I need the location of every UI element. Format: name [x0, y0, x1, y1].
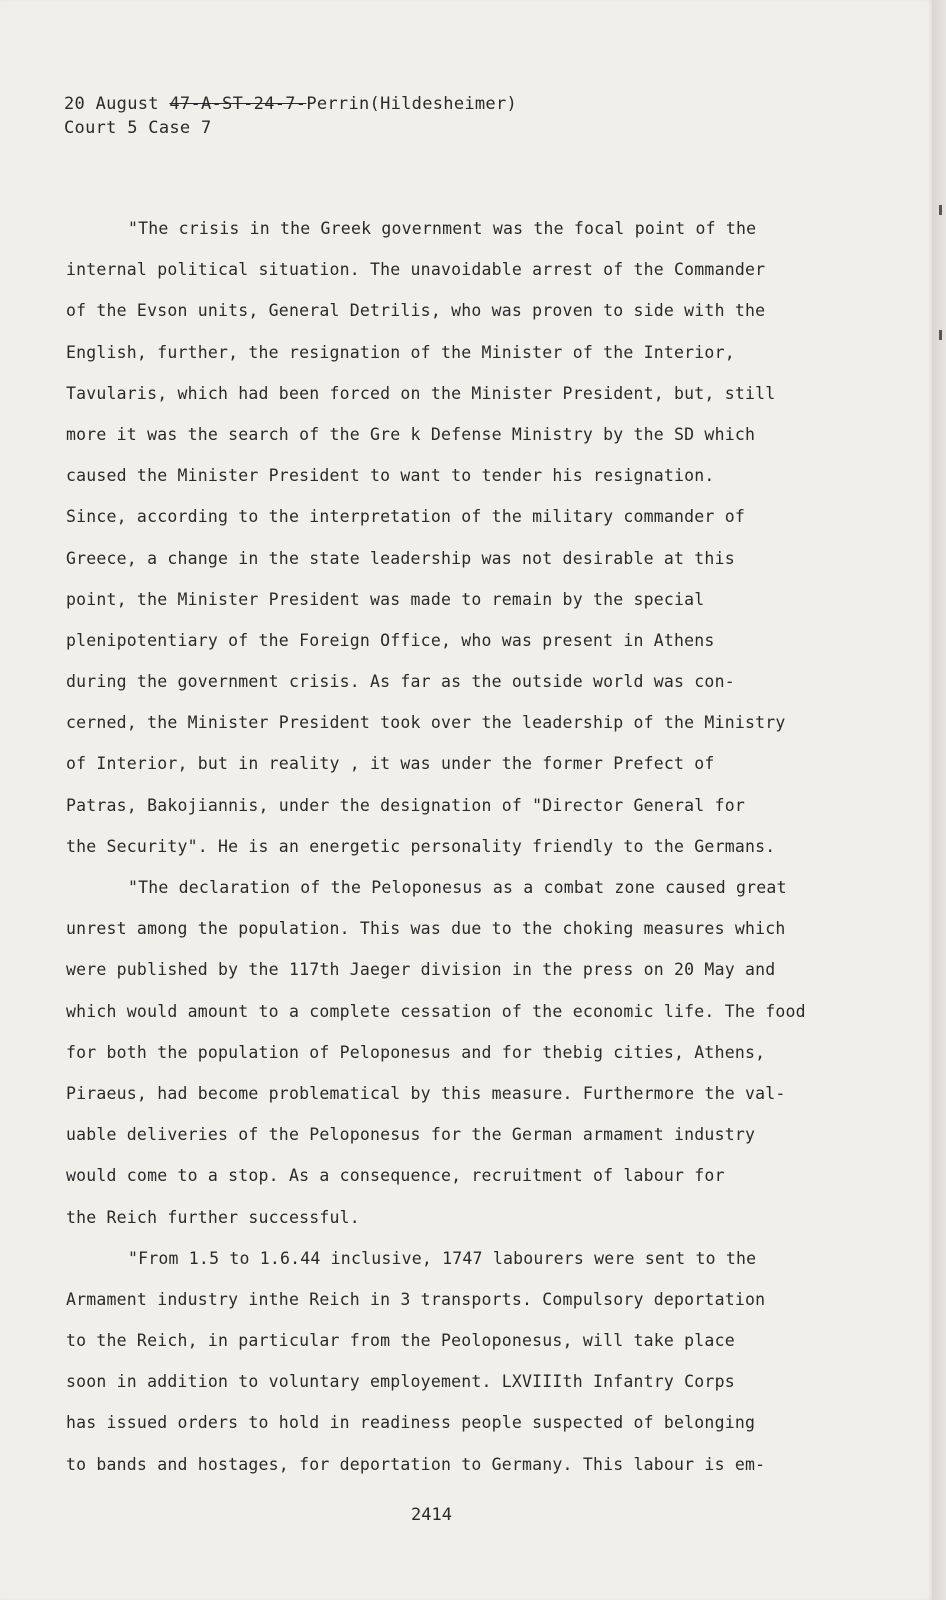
header-line-1: [64, 92, 517, 116]
header-date: 20 August: [64, 94, 159, 114]
text-line: unrest among the population. This was due to the choking measures which: [66, 919, 786, 939]
text-line: would come to a stop. As a consequence, recruitment of labour for: [66, 1166, 725, 1186]
text-line: caused the Minister President to want to tender his resignation.: [66, 466, 715, 486]
text-line: point, the Minister President was made to remain by the special: [66, 589, 705, 609]
text-line: "From 1.5 to 1.6.44 inclusive, 1747 labourers were sent to the: [128, 1248, 757, 1268]
text-line: to the Reich, in particular from the Peoloponesus, will take place: [66, 1331, 735, 1351]
text-line: English, further, the resignation of the Minister of the Interior,: [66, 342, 735, 362]
text-line: Armament industry inthe Reich in 3 transports. Compulsory deportation: [66, 1289, 766, 1309]
text-line: plenipotentiary of the Foreign Office, who was present in Athens: [66, 630, 715, 650]
page-edge: [932, 0, 946, 1600]
document-header: [64, 92, 517, 140]
text-line: of Interior, but in reality , it was under the former Prefect of: [66, 754, 715, 774]
header-court-case: Court 5 Case 7: [64, 118, 212, 138]
header-struck-code: 47-A-ST-24-7-: [169, 94, 307, 114]
text-line: has issued orders to hold in readiness people suspected of belonging: [66, 1413, 756, 1433]
text-line: internal political situation. The unavoidable arrest of the Commander: [66, 260, 766, 280]
text-line: Since, according to the interpretation of the military commander of: [66, 507, 745, 527]
text-line: the Reich further successful.: [66, 1207, 360, 1227]
text-line: Tavularis, which had been forced on the Minister President, but, still: [66, 383, 776, 403]
page-number: 2414: [411, 1505, 452, 1525]
paragraph-2: [66, 867, 826, 1238]
document-body: [66, 208, 826, 1485]
margin-mark: [939, 205, 942, 215]
text-line: soon in addition to voluntary employement. LXVIIIth Infantry Corps: [66, 1372, 735, 1392]
text-line: Piraeus, had become problematical by this measure. Furthermore the val-: [66, 1083, 786, 1103]
margin-mark: [939, 330, 942, 340]
paragraph-1: [66, 208, 826, 867]
text-line: for both the population of Peloponesus and for thebig cities, Athens,: [66, 1042, 766, 1062]
text-line: "The declaration of the Peloponesus as a combat zone caused great: [128, 878, 787, 897]
text-line: "The crisis in the Greek government was the focal point of the: [128, 219, 757, 238]
text-line: cerned, the Minister President took over the leadership of the Ministry: [66, 713, 786, 733]
text-line: uable deliveries of the Peloponesus for the German armament industry: [66, 1125, 756, 1145]
paragraph-3: [66, 1238, 826, 1485]
text-line: Patras, Bakojiannis, under the designation of "Director General for: [66, 795, 745, 815]
text-line: the Security". He is an energetic personality friendly to the Germans.: [66, 836, 776, 856]
text-line: of the Evson units, General Detrilis, who was proven to side with the: [66, 301, 766, 321]
text-line: more it was the search of the Gre k Defense Ministry by the SD which: [66, 424, 756, 444]
text-line: were published by the 117th Jaeger division in the press on 20 May and: [66, 960, 776, 980]
text-line: Greece, a change in the state leadership was not desirable at this: [66, 548, 735, 568]
text-line: during the government crisis. As far as the outside world was con-: [66, 672, 735, 692]
text-line: which would amount to a complete cessation of the economic life. The food: [66, 1001, 806, 1021]
header-name: Perrin(Hildesheimer): [306, 94, 518, 114]
text-line: to bands and hostages, for deportation to Germany. This labour is em-: [66, 1454, 766, 1474]
